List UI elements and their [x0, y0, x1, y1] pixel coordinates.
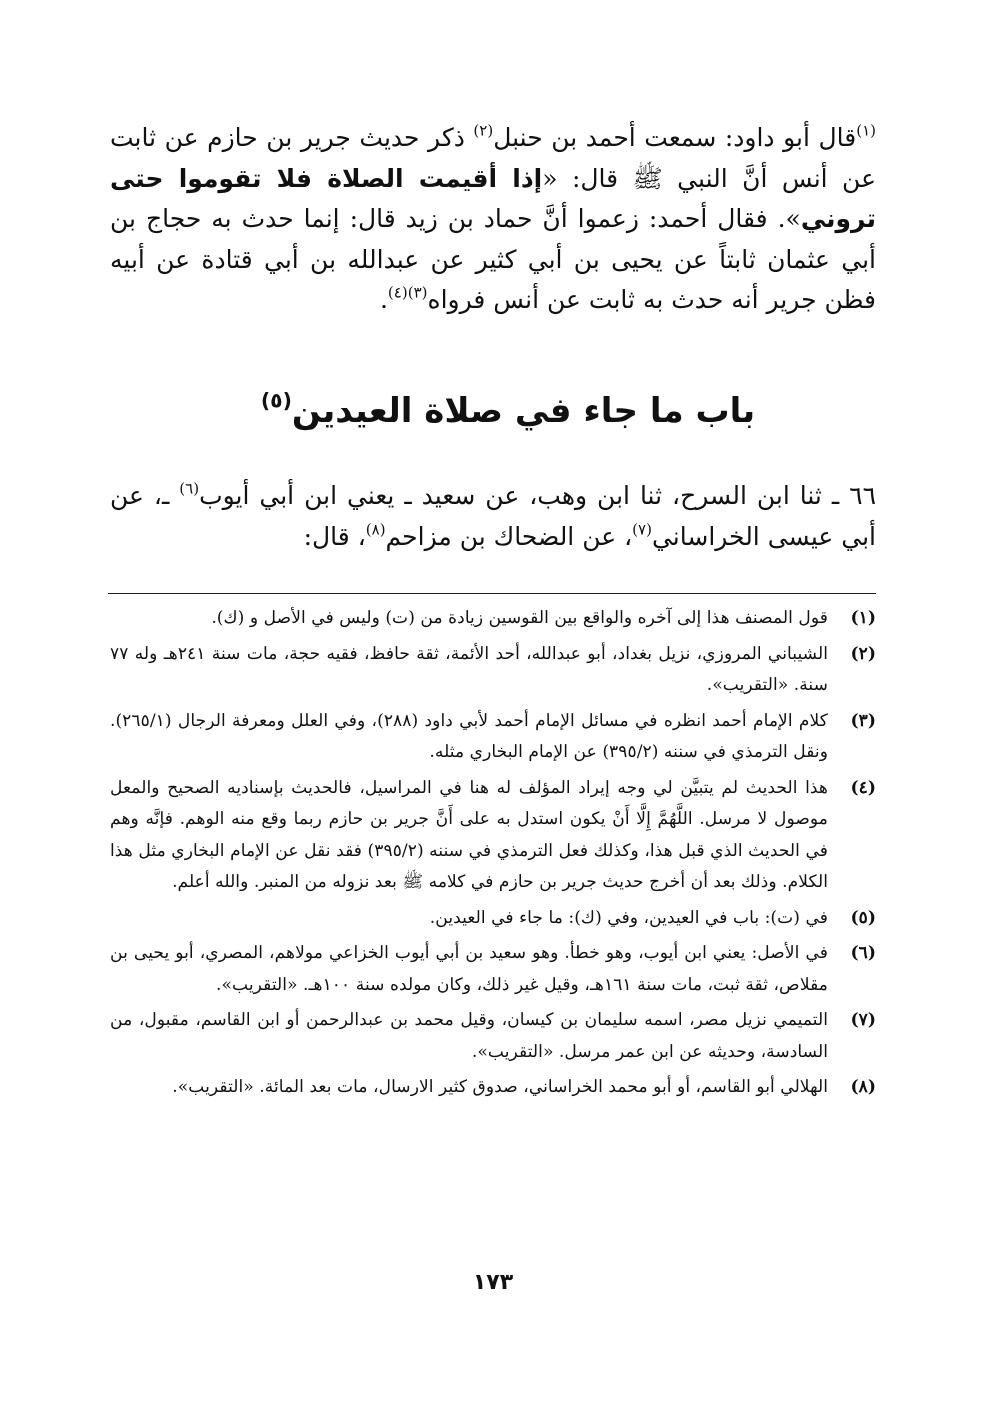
chapter-heading: [0, 386, 986, 436]
footnote-text: في (ت): باب في العيدين، وفي (ك): ما جاء في العيدين.: [429, 907, 828, 928]
footnotes-list: [110, 603, 876, 1108]
footnote-number: (٨): [850, 1077, 876, 1097]
footnote-number: (٢): [850, 643, 876, 664]
footnote-number: (٧): [850, 1010, 876, 1030]
main-text-segment: .: [379, 285, 388, 314]
footnote-text: كلام الإمام أحمد انظره في مسائل الإمام أحمد لأبي داود (٢٨٨)، وفي العلل ومعرفة الرجال (٢٦٥/١). ونقل الترمذي في سننه (٣٩٥/٢) عن الإمام البخاري مثله.: [110, 710, 828, 762]
footnote: [110, 639, 876, 702]
footnote: [110, 1072, 876, 1104]
footnote-number: (٦): [850, 943, 876, 963]
footnote-text: هذا الحديث لم يتبيَّن لي وجه إيراد المؤلف له هنا في المراسيل، فالحديث بإسناديه الصحيح والمعل موصول لا مرسل. اللَّهُمَّ إِلَّا أَنْ يكون استدل به على أَنَّ جرير بن حازم ربما وقع منه الوهم. فإنَّه وهم في الحديث الذي قبل هذا، وكذلك فعل الترمذي في سننه (٣٩٥/٢) فقد نقل عن الإمام البخاري مثل هذا الكلام. وذلك بعد أن أخرج حديث جرير بن حازم في كلامه ﷺ بعد نزوله من المنبر. والله أعلم.: [110, 777, 828, 892]
footnote-ref[interactable]: (٣): [407, 283, 428, 302]
footnote-ref[interactable]: (٤): [387, 283, 408, 302]
main-paragraph: [110, 118, 876, 321]
hadith-segment: ، قال:: [303, 521, 366, 551]
hadith-paragraph: [110, 476, 876, 557]
footnote: [110, 938, 876, 1001]
footnote-number: (٥): [850, 907, 876, 928]
page-number: ١٧٣: [472, 1270, 514, 1295]
footnote-ref[interactable]: (٥): [260, 388, 292, 413]
hadith-segment: ٦٦ ـ ثنا ابن السرح، ثنا ابن وهب، عن سعيد ـ يعني ابن أبي أيوب: [199, 481, 876, 510]
footnote-ref[interactable]: (١): [856, 121, 876, 140]
footnote: [110, 903, 876, 935]
footnote-text: في الأصل: يعني ابن أيوب، وهو خطأ. وهو سعيد بن أبي أيوب الخزاعي مولاهم، المصري، أبو يحيى بن مقلاص، ثقة ثبت، مات سنة ١٦١هـ، وقيل غير ذلك، وكان مولده سنة ١٠٠هـ. «التقريب».: [110, 943, 828, 995]
footnote-number: (١): [850, 608, 876, 628]
footnote-text: الهلالي أبو القاسم، أو أبو محمد الخراساني، صدوق كثير الارسال، مات بعد المائة. «التقريب».: [172, 1077, 828, 1097]
main-text-segment: ». فقال أحمد: زعموا أنَّ حماد بن زيد قال: إنما حدث به حجاج بن أبي عثمان ثابتاً عن يحيى بن أبي كثير عن عبدالله بن أبي قتادة عن أبيه فظن جرير أنه حدث به ثابت عن أنس فرواه: [110, 204, 876, 314]
footnote-divider: [108, 593, 876, 594]
footnote-number: (٤): [850, 777, 876, 798]
chapter-heading-text: باب ما جاء في صلاة العيدين: [291, 391, 756, 431]
footnote-text: قول المصنف هذا إلى آخره والواقع بين القوسين زيادة من (ت) وليس في الأصل و (ك).: [211, 608, 828, 628]
footnote-ref[interactable]: (٧): [632, 520, 652, 538]
main-text-segment: قال أبو داود: سمعت أحمد بن حنبل: [493, 123, 857, 152]
footnote-number: (٣): [850, 710, 876, 731]
footnote: [110, 773, 876, 899]
footnote-text: الشيباني المروزي، نزيل بغداد، أبو عبدالله، أحد الأئمة، ثقة حافظ، فقيه حجة، مات سنة ٢٤١هـ وله ٧٧ سنة. «التقريب».: [110, 643, 828, 695]
footnote: [110, 1005, 876, 1068]
footnote-text: التميمي نزيل مصر، اسمه سليمان بن كيسان، وقيل محمد بن عبدالرحمن أو ابن القاسم، مقبول، من السادسة، وحديثه عن ابن عمر مرسل. «التقريب».: [110, 1010, 828, 1062]
hadith-segment: ، عن الضحاك بن مزاحم: [385, 521, 633, 551]
footnote-ref[interactable]: (٢): [473, 121, 494, 140]
footnote: [110, 706, 876, 769]
main-text-segment: ذكر حديث جرير بن حازم عن ثابت عن أنس أنَّ النبي ﷺ قال: «: [110, 123, 876, 193]
hadith-segment: ـ، عن أبي عيسى الخراساني: [110, 481, 876, 551]
footnote-ref[interactable]: (٦): [179, 479, 200, 498]
bold-hadith-quote: إذا أقيمت الصلاة فلا تقوموا حتى تروني: [110, 163, 876, 233]
footnote: [110, 603, 876, 635]
footnote-ref[interactable]: (٨): [365, 520, 386, 538]
